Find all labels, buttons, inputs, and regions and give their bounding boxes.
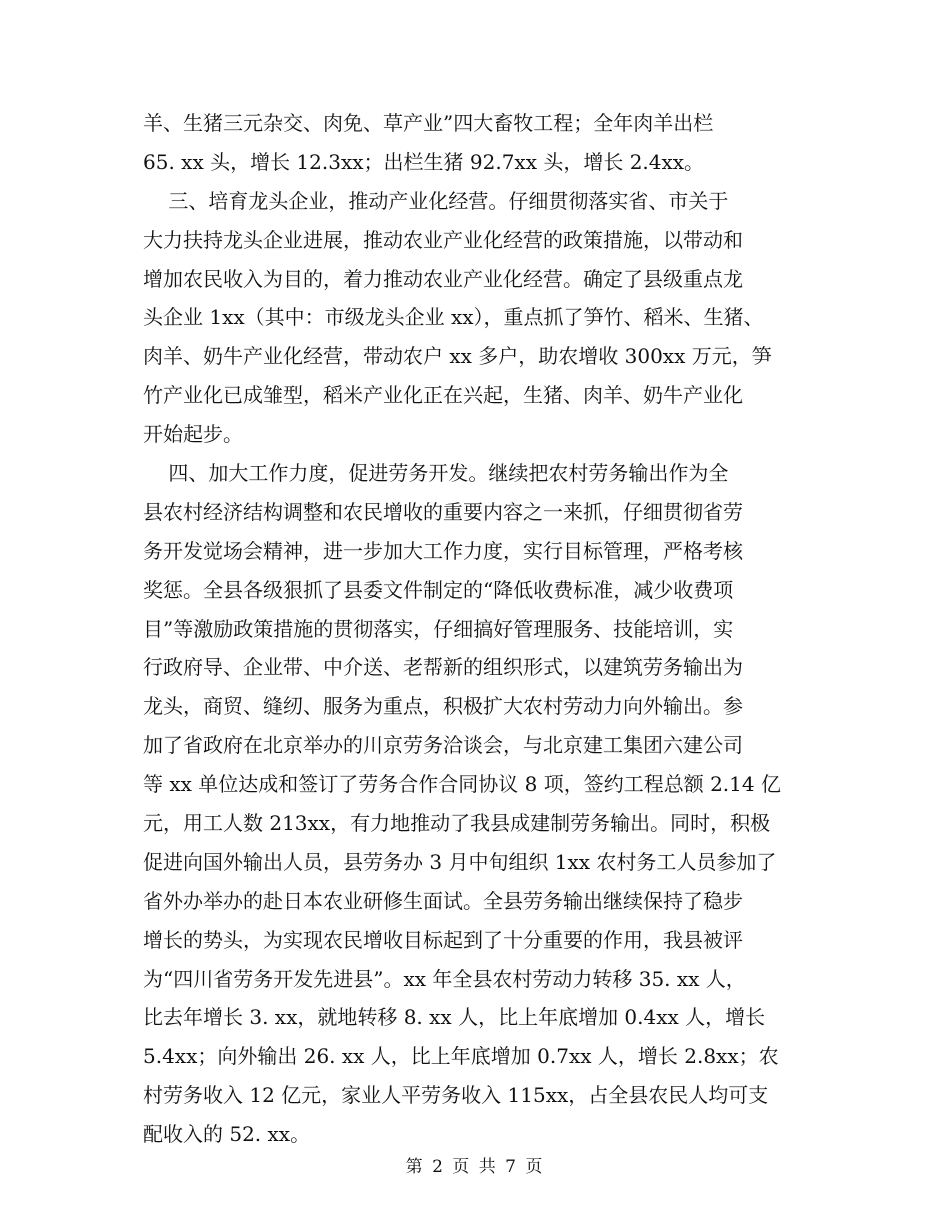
text-line: 三、培育龙头企业，推动产业化经营。仔细贯彻落实省、市关于 bbox=[143, 188, 729, 213]
text-line: 等 xx 单位达成和签订了劳务合作合同协议 8 项，签约工程总额 2.14 亿 bbox=[143, 772, 781, 797]
text-line: 为“四川省劳务开发先进县”。xx 年全县农村劳动力转移 35. xx 人， bbox=[143, 966, 746, 991]
text-line: 龙头，商贸、缝纫、服务为重点，积极扩大农村劳动力向外输出。参 bbox=[143, 694, 743, 719]
text-line: 头企业 1xx（其中：市级龙头企业 xx），重点抓了笋竹、稻米、生猪、 bbox=[143, 305, 764, 330]
text-line: 比去年增长 3. xx，就地转移 8. xx 人，比上年底增加 0.4xx 人，增长 bbox=[143, 1005, 766, 1030]
text-line: 5.4xx；向外输出 26. xx 人，比上年底增加 0.7xx 人，增长 2.8xx；农 bbox=[143, 1044, 779, 1069]
text-line: 行政府导、企业带、中介送、老帮新的组织形式，以建筑劳务输出为 bbox=[143, 655, 743, 680]
text-line: 羊、生猪三元杂交、肉免、草产业”四大畜牧工程；全年肉羊出栏 bbox=[143, 111, 714, 135]
text-line: 元，用工人数 213xx，有力地推动了我县成建制劳务输出。同时，积极 bbox=[143, 811, 771, 836]
text-line: 省外办举办的赴日本农业研修生面试。全县劳务输出继续保持了稳步 bbox=[143, 888, 743, 913]
text-line: 加了省政府在北京举办的川京劳务洽谈会，与北京建工集团六建公司 bbox=[143, 733, 743, 758]
text-line: 务开发觉场会精神，进一步加大工作力度，实行目标管理，严格考核 bbox=[143, 538, 743, 563]
text-line: 增长的势头，为实现农民增收目标起到了十分重要的作用，我县被评 bbox=[143, 927, 743, 952]
text-line: 村劳务收入 12 亿元，家业人平劳务收入 115xx，占全县农民人均可支 bbox=[143, 1083, 769, 1108]
text-line: 配收入的 52. xx。 bbox=[143, 1122, 311, 1147]
text-line: 肉羊、奶牛产业化经营，带动农户 xx 多户，助农增收 300xx 万元，笋 bbox=[143, 344, 772, 369]
text-line: 大力扶持龙头企业进展，推动农业产业化经营的政策措施，以带动和 bbox=[143, 227, 743, 252]
text-line: 奖惩。全县各级狠抓了县委文件制定的“降低收费标准，减少收费项 bbox=[143, 577, 734, 602]
text-line: 增加农民收入为目的，着力推动农业产业化经营。确定了县级重点龙 bbox=[143, 266, 743, 291]
text-line: 竹产业化已成雏型，稻米产业化正在兴起，生猪、肉羊、奶牛产业化 bbox=[143, 383, 743, 408]
text-line: 目”等激励政策措施的贯彻落实，仔细搞好管理服务、技能培训，实 bbox=[143, 616, 734, 641]
text-line: 县农村经济结构调整和农民增收的重要内容之一来抓，仔细贯彻省劳 bbox=[143, 499, 743, 524]
text-line: 促进向国外输出人员，县劳务办 3 月中旬组织 1xx 农村务工人员参加了 bbox=[143, 849, 777, 874]
text-line: 四、加大工作力度，促进劳务开发。继续把农村劳务输出作为全 bbox=[143, 461, 729, 486]
body-text bbox=[143, 104, 808, 1154]
page-number-footer: 第 2 页 共 7 页 bbox=[405, 1157, 545, 1177]
text-line: 开始起步。 bbox=[143, 422, 243, 447]
text-line: 65. xx 头，增长 12.3xx；出栏生猪 92.7xx 头，增长 2.4xx。 bbox=[143, 149, 705, 174]
